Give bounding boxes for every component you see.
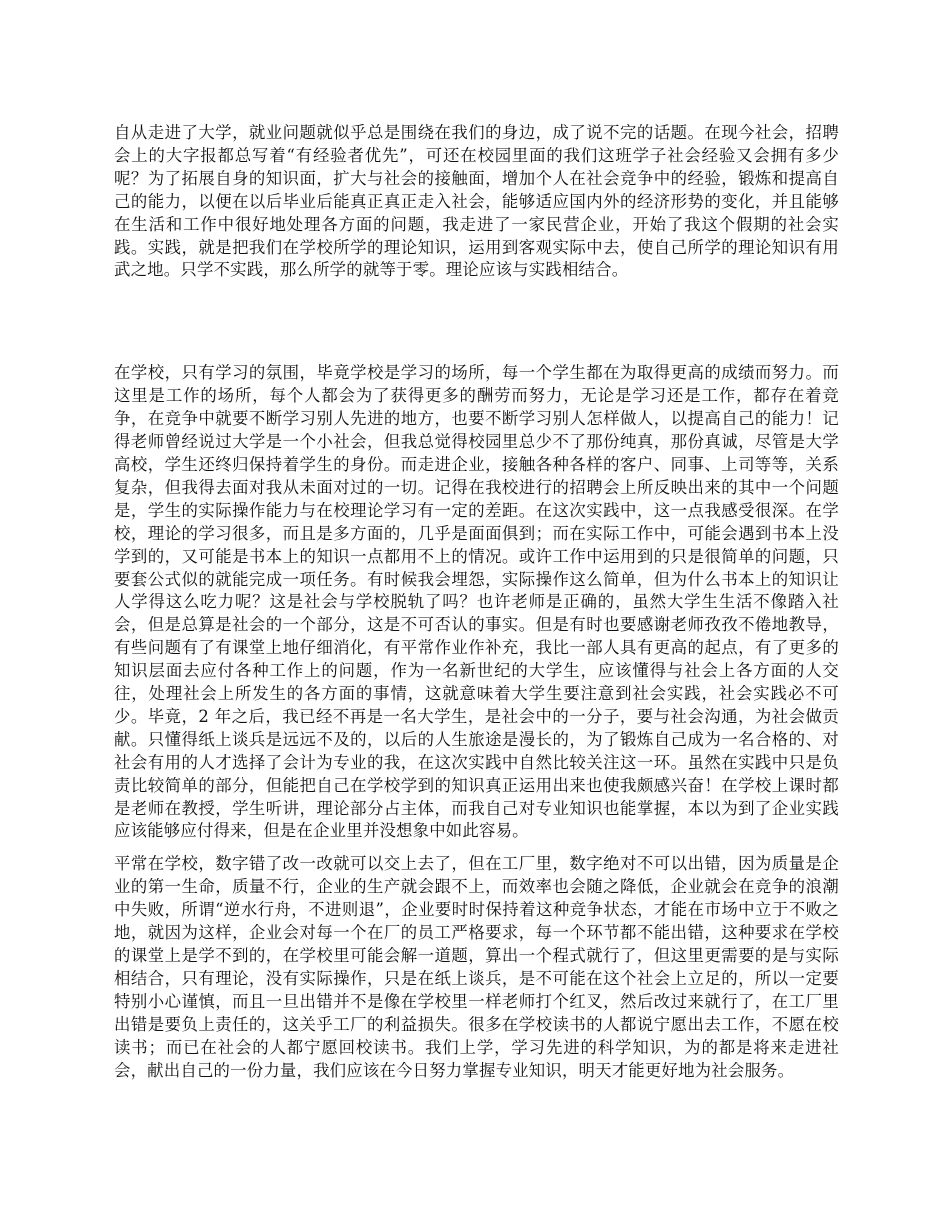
paragraph-factory-accuracy: 平常在学校，数字错了改一改就可以交上去了，但在工厂里，数字绝对不可以出错，因为质量是企业的第一生命，质量不行，企业的生产就会跟不上，而效率也会随之降低，企业就会在竞争的浪潮中失败，所谓“逆水行舟，不进则退”，企业要时时保持着这种竞争状态，才能在市场中立于不败之地，就因为这样，企业会对每一个在厂的员工严格要求，每一个环节都不能出错，这种要求在学校的课堂上是学不到的，在学校里可能会解一道题，算出一个程式就行了，但这里更需要的是与实际相结合，只有理论，没有实际操作，只是在纸上谈兵，是不可能在这个社会上立足的，所以一定要特别小心谨慎，而且一旦出错并不是像在学校里一样老师打个红叉，然后改过来就行了，在工厂里出错是要负上责任的，这关乎工厂的利益损失。很多在学校读书的人都说宁愿出去工作，不愿在校读书；而已在社会的人都宁愿回校读书。我们上学，学习先进的科学知识，为的都是将来走进社会，献出自己的一份力量，我们应该在今日努力掌握专业知识，明天才能更好地为社会服务。 — [114, 854, 839, 1080]
document-body — [114, 122, 839, 1082]
paragraph-school-vs-work: 在学校，只有学习的氛围，毕竟学校是学习的场所，每一个学生都在为取得更高的成绩而努力。而这里是工作的场所，每个人都会为了获得更多的酬劳而努力，无论是学习还是工作，都存在着竞争，在竞争中就要不断学习别人先进的地方，也要不断学习别人怎样做人，以提高自己的能力！记得老师曾经说过大学是一个小社会，但我总觉得校园里总少不了那份纯真，那份真诚，尽管是大学高校，学生还终归保持着学生的身份。而走进企业，接触各种各样的客户、同事、上司等等，关系复杂，但我得去面对我从未面对过的一切。记得在我校进行的招聘会上所反映出来的其中一个问题是，学生的实际操作能力与在校理论学习有一定的差距。在这次实践中，这一点我感受很深。在学校，理论的学习很多，而且是多方面的，几乎是面面俱到；而在实际工作中，可能会遇到书本上没学到的，又可能是书本上的知识一点都用不上的情况。或许工作中运用到的只是很简单的问题，只要套公式似的就能完成一项任务。有时候我会埋怨，实际操作这么简单，但为什么书本上的知识让人学得这么吃力呢？这是社会与学校脱轨了吗？也许老师是正确的，虽然大学生生活不像踏入社会，但是总算是社会的一个部分，这是不可否认的事实。但是有时也要感谢老师孜孜不倦地教导，有些问题有了有课堂上地仔细消化，有平常作业作补充，我比一部人具有更高的起点，有了更多的知识层面去应付各种工作上的问题，作为一名新世纪的大学生，应该懂得与社会上各方面的人交往，处理社会上所发生的各方面的事情，这就意味着大学生要注意到社会实践，社会实践必不可少。毕竟，2 年之后，我已经不再是一名大学生，是社会中的一分子，要与社会沟通，为社会做贡献。只懂得纸上谈兵是远远不及的，以后的人生旅途是漫长的，为了锻炼自己成为一名合格的、对社会有用的人才选择了会计为专业的我，在这次实践中自然比较关注这一环。虽然在实践中只是负责比较简单的部分，但能把自己在学校学到的知识真正运用出来也使我颇感兴奋！在学校上课时都是老师在教授，学生听讲，理论部分占主体，而我自己对专业知识也能掌握，本以为到了企业实践应该能够应付得来，但是在企业里并没想象中如此容易。 — [114, 363, 839, 841]
paragraph-intro: 自从走进了大学，就业问题就似乎总是围绕在我们的身边，成了说不完的话题。在现今社会，招聘会上的大字报都总写着“有经验者优先”，可还在校园里面的我们这班学子社会经验又会拥有多少呢？为了拓展自身的知识面，扩大与社会的接触面，增加个人在社会竞争中的经验，锻炼和提高自己的能力，以便在以后毕业后能真正真正走入社会，能够适应国内外的经济形势的变化，并且能够在生活和工作中很好地处理各方面的问题，我走进了一家民营企业，开始了我这个假期的社会实践。实践，就是把我们在学校所学的理论知识，运用到客观实际中去，使自己所学的理论知识有用武之地。只学不实践，那么所学的就等于零。理论应该与实践相结合。 — [114, 123, 839, 280]
